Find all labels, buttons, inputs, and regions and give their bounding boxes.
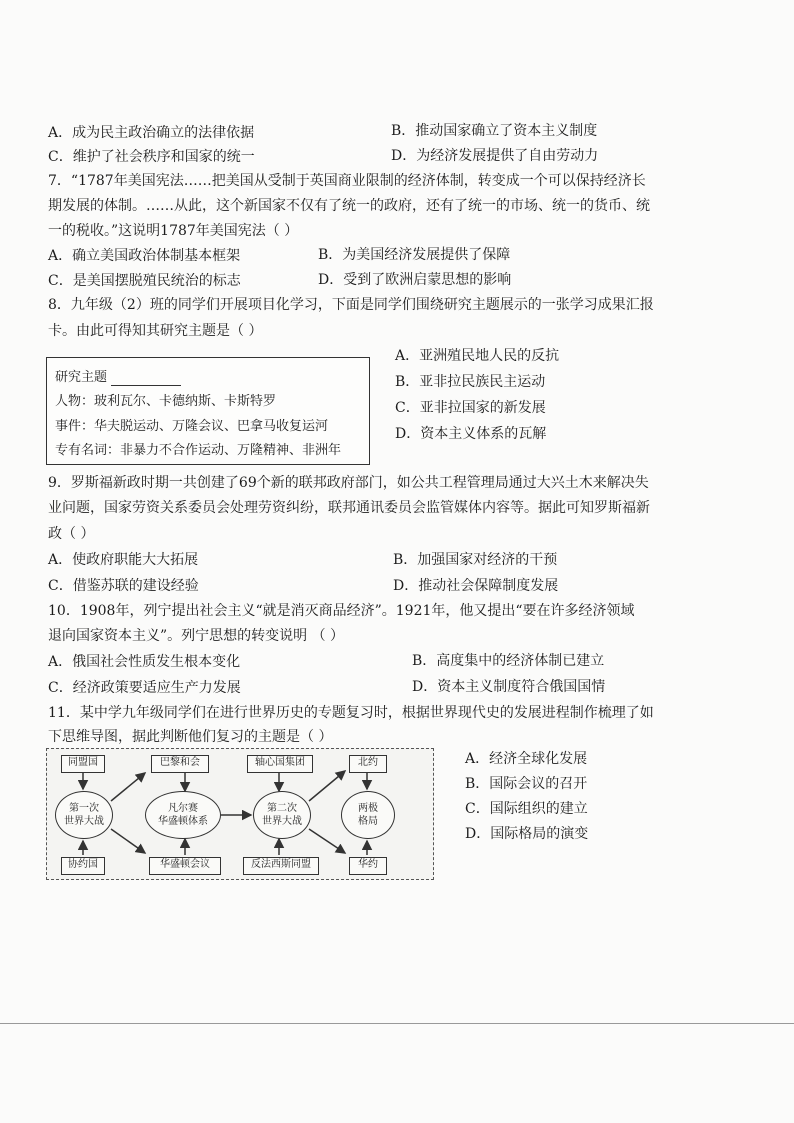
node-liangji-line2: 格局 [358,816,378,827]
q11-option-a: A．经济全球化发展 [465,751,588,767]
q10-option-c: C．经济政策要适应生产力发展 [48,680,241,696]
q6-option-d: D．为经济发展提供了自由劳动力 [391,148,599,164]
q9-option-d: D．推动社会保障制度发展 [393,578,559,594]
q9-option-b: B．加强国家对经济的干预 [393,552,558,568]
q9-stem-line2: 业问题，国家劳资关系委员会处理劳资纠纷，联邦通讯委员会监管媒体内容等。据此可知罗斯福新 [48,500,650,516]
research-card-terms: 专有名词：非暴力不合作运动、万隆精神、非洲年 [55,443,342,458]
q7-option-a: A．确立美国政治体制基本框架 [48,248,241,264]
q9-stem-line1: 9．罗斯福新政时期一共创建了69个新的联邦政府部门，如公共工程管理局通过大兴土木来解决失 [48,475,649,491]
page-bottom-rule [0,1023,794,1024]
arrow-ww1-bali [111,773,145,801]
arrow-ww2-beiyue [309,771,345,801]
node-huashengdun: 华盛顿会议 [149,857,221,875]
q6-option-a: A．成为民主政治确立的法律依据 [48,125,255,141]
node-ww1-line2: 世界大战 [64,816,104,827]
q7-stem-line1: 7．“1787年美国宪法……把美国从受制于英国商业限制的经济体制，转变成一个可以保持经济长 [48,173,646,189]
q9-option-c: C．借鉴苏联的建设经验 [48,578,199,594]
q10-stem-line1: 10．1908年，列宁提出社会主义“就是消灭商品经济”。1921年，他又提出“要在许多经济领域 [48,603,635,619]
q11-stem-line1: 11．某中学九年级同学们在进行世界历史的专题复习时，根据世界现代史的发展进程制作梳理了如 [48,705,654,721]
node-fanfaxisi: 反法西斯同盟 [243,857,319,875]
node-ww2-line1: 第二次 [267,803,297,814]
node-liangji-line1: 两极 [358,803,378,814]
q8-option-c: C．亚非拉国家的新发展 [395,400,546,416]
research-card-topic: 研究主题 [55,370,181,386]
topic-blank-line [111,373,181,386]
q7-option-d: D．受到了欧洲启蒙思想的影响 [318,272,512,288]
q10-option-b: B．高度集中的经济体制已建立 [412,653,605,669]
arrow-ww1-huashengdun [111,829,145,853]
node-tongmengguo: 同盟国 [61,755,105,773]
q10-stem-line2: 退向国家资本主义”。列宁思想的转变说明 （ ） [48,628,345,644]
research-card-events: 事件：华夫脱运动、万隆会议、巴拿马收复运河 [55,419,329,434]
q8-option-d: D．资本主义体系的瓦解 [395,426,547,442]
node-huayue: 华约 [349,857,387,875]
node-xieyueguo: 协约国 [61,857,105,875]
node-bali: 巴黎和会 [151,755,209,773]
research-card [46,357,370,465]
q10-option-a: A．俄国社会性质发生根本变化 [48,654,241,670]
node-vw-line2: 华盛顿体系 [158,816,208,827]
q6-option-b: B．推动国家确立了资本主义制度 [391,123,598,139]
q10-option-d: D．资本主义制度符合俄国国情 [412,679,606,695]
node-ww2 [253,791,311,839]
q8-stem-line2: 卡。由此可得知其研究主题是（ ） [48,323,263,339]
q7-option-c: C．是美国摆脱殖民统治的标志 [48,273,241,289]
node-liangji [341,791,395,839]
q8-option-b: B．亚非拉民族民主运动 [395,374,546,390]
q9-option-a: A．使政府职能大大拓展 [48,552,199,568]
mind-map [46,748,434,880]
node-beiyue: 北约 [349,755,387,773]
q6-option-c: C．维护了社会秩序和国家的统一 [48,149,255,165]
q8-option-a: A．亚洲殖民地人民的反抗 [395,348,560,364]
research-card-people: 人物：玻利瓦尔、卡德纳斯、卡斯特罗 [55,394,277,409]
node-vw-system [145,791,221,839]
arrow-ww2-huayue [309,829,345,853]
q9-stem-line3: 政（ ） [48,526,95,542]
node-ww1-line1: 第一次 [69,803,99,814]
q7-stem-line2: 期发展的体制。……从此，这个新国家不仅有了统一的政府，还有了统一的市场、统一的货币、统 [48,198,650,214]
node-ww1 [55,791,113,839]
q7-option-b: B．为美国经济发展提供了保障 [318,247,511,263]
q7-stem-line3: 一的税收。”这说明1787年美国宪法（ ） [48,223,299,239]
node-vw-line1: 凡尔赛 [168,803,198,814]
q11-stem-line2: 下思维导图，据此判断他们复习的主题是（ ） [48,729,333,745]
node-ww2-line2: 世界大战 [262,816,302,827]
node-zhouxin: 轴心国集团 [247,755,313,773]
q11-option-c: C．国际组织的建立 [465,801,588,817]
q8-stem-line1: 8．九年级（2）班的同学们开展项目化学习，下面是同学们围绕研究主题展示的一张学习成果汇报 [48,297,654,313]
q11-option-b: B．国际会议的召开 [465,776,588,792]
q11-option-d: D．国际格局的演变 [465,826,589,842]
